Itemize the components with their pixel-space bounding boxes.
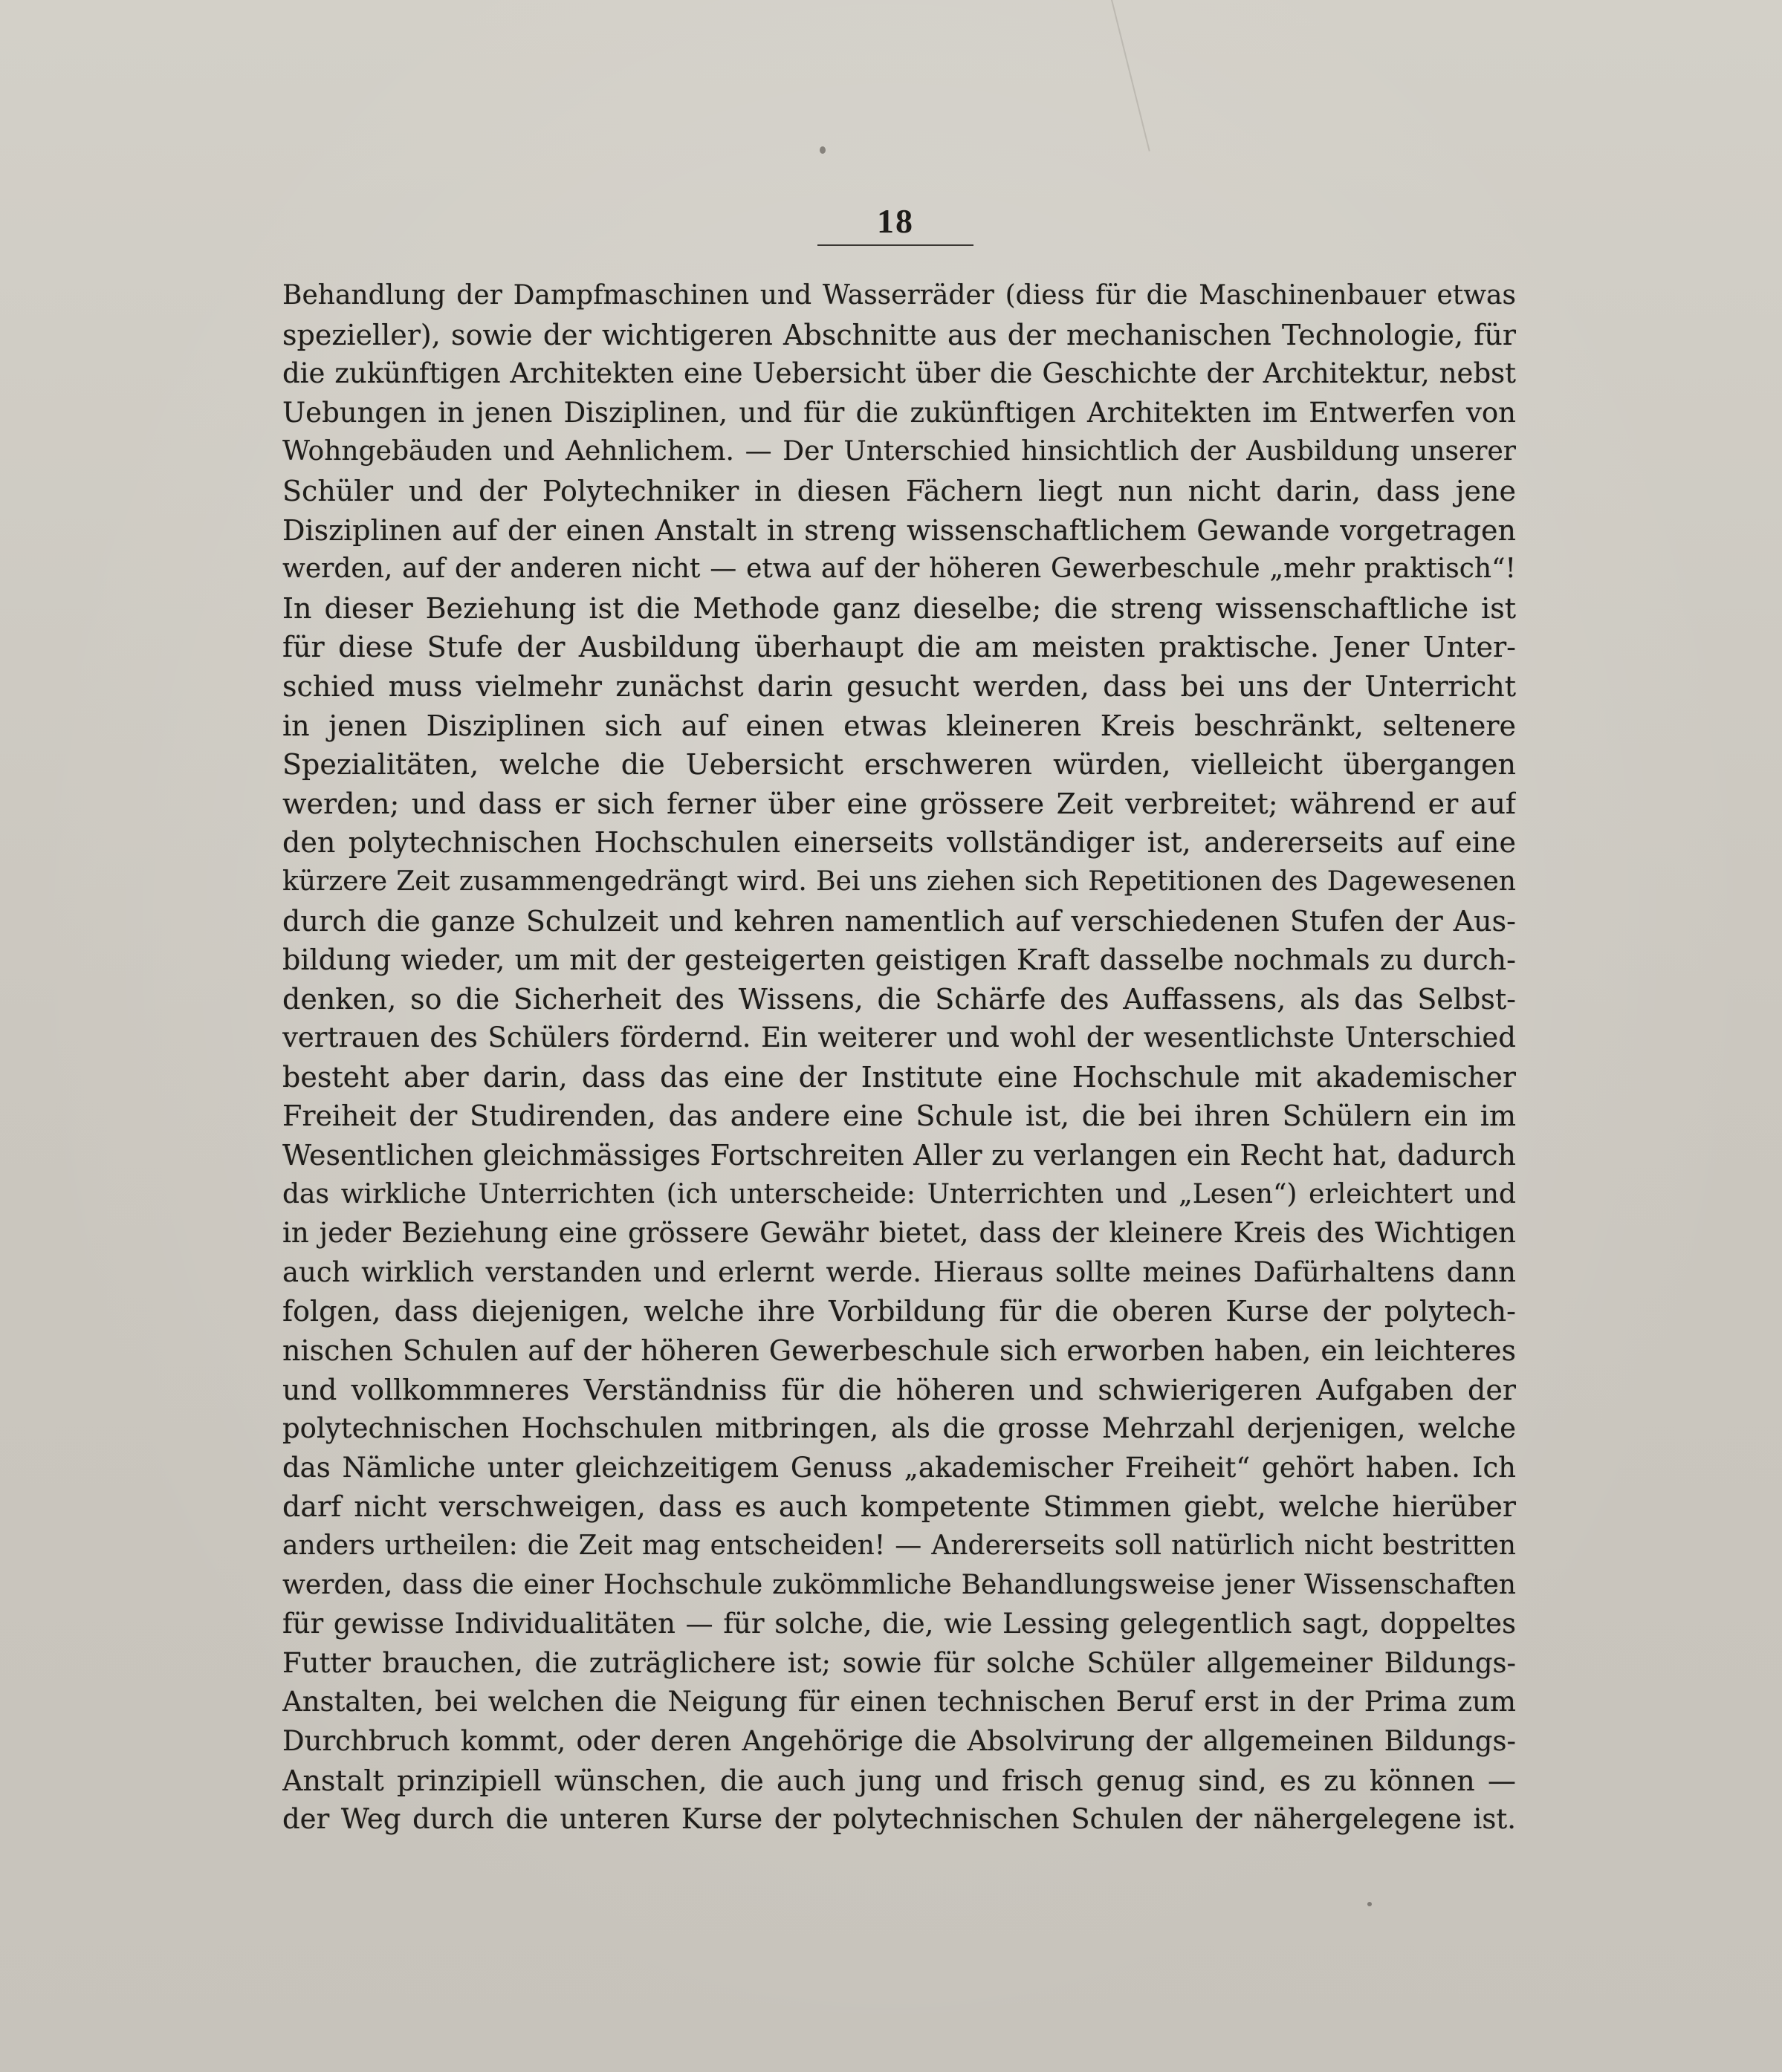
text-line: Wesentlichen gleichmässiges Fortschreiten Aller zu verlangen ein Recht hat, dadurch [282,1139,1516,1172]
text-line: folgen, dass diejenigen, welche ihre Vorbildung für die oberen Kurse der polytech- [282,1295,1516,1328]
text-line: das Nämliche unter gleichzeitigem Genuss „akademischer Freiheit“ gehört haben. Ich [282,1451,1516,1484]
text-line: der Weg durch die unteren Kurse der polytechnischen Schulen der nähergelegene ist. [282,1803,1516,1836]
text-line: in jeder Beziehung eine grössere Gewähr bietet, dass der kleinere Kreis des Wichtigen [282,1217,1516,1250]
text-line: Freiheit der Studirenden, das andere eine Schule ist, die bei ihren Schülern ein im [282,1100,1516,1133]
page-header [817,201,973,246]
page-number: 18 [877,202,914,240]
text-line: den polytechnischen Hochschulen einerseits vollständiger ist, andererseits auf eine [282,826,1516,860]
text-line: darf nicht verschweigen, dass es auch kompetente Stimmen giebt, welche hierüber [282,1490,1516,1524]
text-line: schied muss vielmehr zunächst darin gesucht werden, dass bei uns der Unterricht [282,669,1516,703]
text-line: werden; und dass er sich ferner über eine grössere Zeit verbreitet; während er auf [282,787,1516,820]
text-line: bildung wieder, um mit der gesteigerten geistigen Kraft dasselbe nochmals zu durch- [282,944,1516,977]
text-line: für diese Stufe der Ausbildung überhaupt die am meisten praktische. Jener Unter- [282,631,1516,664]
text-line: anders urtheilen: die Zeit mag entscheiden! — Andererseits soll natürlich nicht bestritten [282,1530,1516,1561]
text-line: polytechnischen Hochschulen mitbringen, als die grosse Mehrzahl derjenigen, welche [282,1412,1516,1445]
text-line: Durchbruch kommt, oder deren Angehörige die Absolvirung der allgemeinen Bildungs- [282,1724,1516,1757]
text-line: Anstalten, bei welchen die Neigung für einen technischen Beruf erst in der Prima zum [282,1686,1516,1718]
text-line: durch die ganze Schulzeit und kehren namentlich auf verschiedenen Stufen der Aus- [282,904,1516,938]
text-line: spezieller), sowie der wichtigeren Abschnitte aus der mechanischen Technologie, für [282,318,1516,351]
text-line: Behandlung der Dampfmaschinen und Wasserräder (diess für die Maschinenbauer etwas [282,280,1516,311]
text-line: kürzere Zeit zusammengedrängt wird. Bei uns ziehen sich Repetitionen des Dagewesenen [282,866,1516,897]
body-text [282,276,1516,1839]
text-line: besteht aber darin, dass das eine der Institute eine Hochschule mit akademischer [282,1060,1516,1094]
text-line: das wirkliche Unterrichten (ich unterscheide: Unterrichten und „Lesen“) erleichtert und [282,1178,1516,1209]
paper-speck [1367,1902,1372,1906]
paper-crease [1111,0,1150,152]
text-line: vertrauen des Schülers fördernd. Ein weiterer und wohl der wesentlichste Unterschied [282,1022,1516,1054]
text-line: nischen Schulen auf der höheren Gewerbeschule sich erworben haben, ein leichteres [282,1334,1516,1368]
text-line: in jenen Disziplinen sich auf einen etwas kleineren Kreis beschränkt, seltenere [282,709,1516,742]
text-line: Futter brauchen, die zuträglichere ist; sowie für solche Schüler allgemeiner Bildungs- [282,1646,1516,1679]
text-line: In dieser Beziehung ist die Methode ganz dieselbe; die streng wissenschaftliche ist [282,591,1516,625]
text-line: und vollkommneres Verständniss für die höheren und schwierigeren Aufgaben der [282,1373,1516,1406]
page-number-rule [817,244,973,246]
text-line: Uebungen in jenen Disziplinen, und für die zukünftigen Architekten im Entwerfen von [282,396,1516,429]
text-line: werden, auf der anderen nicht — etwa auf der höheren Gewerbeschule „mehr praktisch“! [282,553,1516,585]
text-line: Anstalt prinzipiell wünschen, die auch jung und frisch genug sind, es zu können — [282,1764,1516,1797]
text-line: werden, dass die einer Hochschule zukömmliche Behandlungsweise jener Wissenschaften [282,1569,1516,1600]
text-line: Spezialitäten, welche die Uebersicht erschweren würden, vielleicht übergangen [282,748,1516,782]
text-line: die zukünftigen Architekten eine Uebersicht über die Geschichte der Architektur, nebst [282,357,1516,390]
text-line: Wohngebäuden und Aehnlichem. — Der Unterschied hinsichtlich der Ausbildung unserer [282,436,1516,467]
paper-speck [820,146,826,154]
text-line: Schüler und der Polytechniker in diesen Fächern liegt nun nicht darin, dass jene [282,474,1516,507]
text-line: für gewisse Individualitäten — für solche, die, wie Lessing gelegentlich sagt, doppeltes [282,1608,1516,1640]
text-line: auch wirklich verstanden und erlernt werde. Hieraus sollte meines Dafürhaltens dann [282,1256,1516,1288]
text-line: denken, so die Sicherheit des Wissens, die Schärfe des Auffassens, als das Selbst- [282,982,1516,1016]
text-line: Disziplinen auf der einen Anstalt in streng wissenschaftlichem Gewande vorgetragen [282,513,1516,547]
